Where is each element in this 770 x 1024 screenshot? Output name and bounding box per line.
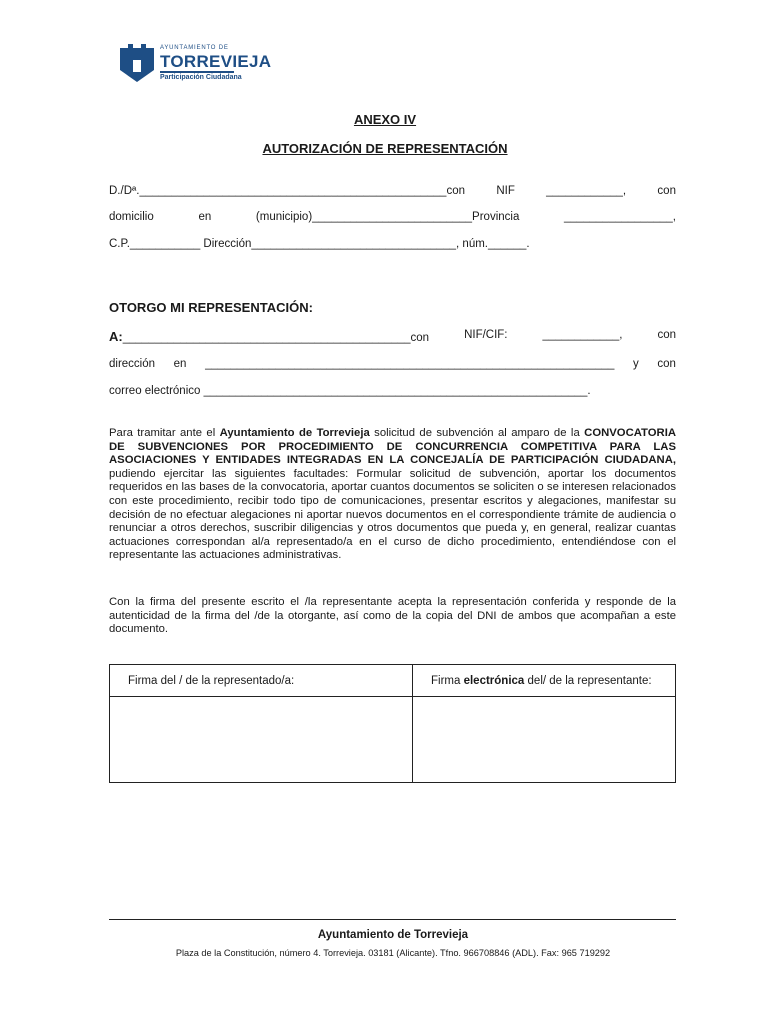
nif-label: NIF [496,185,515,197]
address-field: C.P.___________ Dirección________________________________, núm.______. [109,238,530,250]
applicant-line-1 [109,185,676,197]
direccion-label: dirección [109,358,156,370]
logo [120,42,272,86]
representative-signature-label: Firma electrónica del/ de la representante: [413,665,676,697]
footer-name: Ayuntamiento de Torrevieja [317,929,469,941]
nif-field: ____________, [546,185,627,197]
represented-signature-box[interactable] [110,697,413,783]
representative-signature-box[interactable] [413,697,676,783]
grant-en-text: en [173,358,187,370]
para-text: Para tramitar ante el [109,427,220,439]
applicant-line-2 [109,211,676,223]
footer-divider [109,919,676,920]
email-field: correo electrónico ____________________________________________________________. [109,385,591,397]
para-bold-ayuntamiento: Ayuntamiento de Torrevieja [219,427,370,439]
authorization-paragraph [109,427,676,563]
grant-to-label: A: [109,329,123,344]
grant-line-3 [109,385,676,397]
footer-address: Plaza de la Constitución, número 4. Torrevieja. 03181 (Alicante). Tfno. 966708846 (ADL). Fax: 965 719292 [175,948,611,958]
grant-line-2 [109,358,676,370]
en-text: en [198,211,212,223]
domicilio-label: domicilio [109,211,154,223]
para-text: pudiendo ejercitar las siguientes facultades: Formular solicitud de subvención, aportar los documentos requeridos en las bases de la convocatoria, aportar cuantos documentos se soliciten o se interesen relacionados con este procedimiento, recibir todo tipo de comunicaciones, presentar escritos y alegaciones, manifestar su decisión de no efectuar alegaciones ni aportar nuevos documentos en el correspondiente trámite de audiencia o renunciar a otros derechos, suscribir diligencias y otros documentos que pueda y, en general, realizar cuantas actuaciones correspondan al/a representado/a en el curso de dicho procedimiento, entendiéndose con el representante las actuaciones administrativas. [109,467,676,562]
represented-signature-label: Firma del / de la representado/a: [110,665,413,697]
representative-name-field: _____________________________________________con [122,332,430,344]
signature-table [109,664,676,783]
grant-con-text: con [657,329,676,341]
y-text: y [633,358,639,370]
para-text: solicitud de subvención al amparo de la [369,427,585,439]
municipio-field: (municipio)_________________________Provincia [255,211,520,223]
provincia-field: _________________, [564,211,676,223]
logo-name: TORREVIEJA [160,52,272,71]
logo-divider [160,71,234,73]
applicant-line-3 [109,238,676,250]
logo-subtitle: Participación Ciudadana [160,74,242,81]
direccion-field: ________________________________________________________________ [205,358,615,370]
grant-heading: OTORGO MI REPRESENTACIÓN: [109,300,313,315]
logo-small-text: AYUNTAMIENTO DE [160,45,229,51]
grant-line-1 [109,329,676,344]
grant-con-text-2: con [657,358,676,370]
nif-cif-field: ____________, [542,329,623,341]
document-title: AUTORIZACIÓN DE REPRESENTACIÓN [262,141,508,156]
acceptance-paragraph: Con la firma del presente escrito el /la representante acepta la representación conferida y responde de la autenticidad de la firma del /de la otorgante, así como de la copia del DNI de ambos que acompañan a este documento. [109,596,676,636]
para-bold-convocatoria: CONVOCATORIA DE SUBVENCIONES POR PROCEDIMIENTO DE CONCURRENCIA COMPETITIVA PARA LAS ASOCIACIONES Y ENTIDADES INTEGRADAS EN LA CONCEJALÍA DE PARTICIPACIÓN CIUDADANA, [109,427,676,467]
applicant-name-field: D./Dª.________________________________________________con [109,185,465,197]
annex-title: ANEXO IV [353,112,417,127]
castle-shield-icon [120,44,154,82]
con-text: con [657,185,676,197]
nif-cif-label: NIF/CIF: [464,329,508,341]
